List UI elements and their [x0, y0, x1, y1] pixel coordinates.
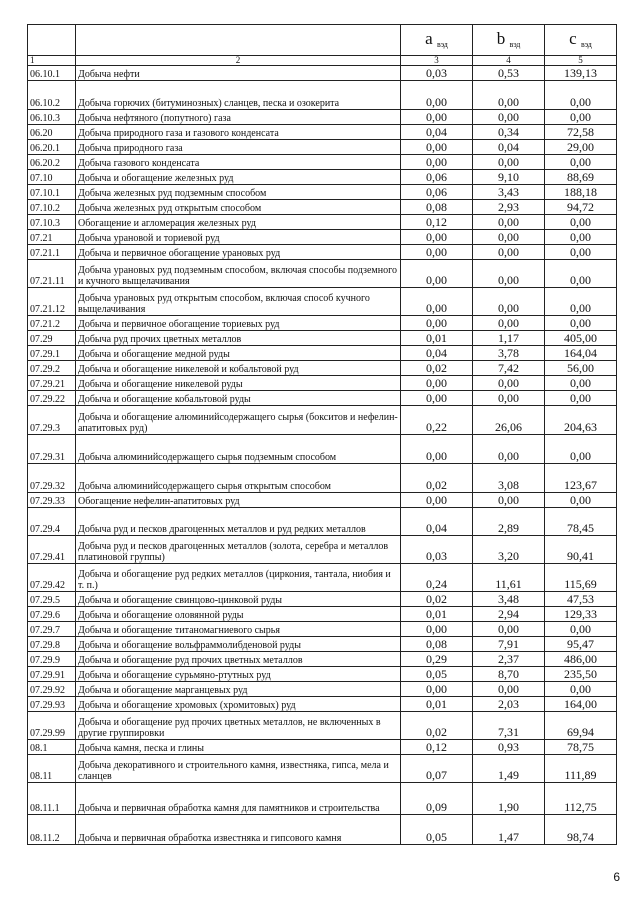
value-b: 0,34 — [473, 125, 545, 140]
activity-code: 07.29.9 — [28, 652, 76, 667]
value-c: 164,00 — [545, 697, 617, 712]
value-a: 0,06 — [401, 185, 473, 200]
value-b: 1,90 — [473, 783, 545, 815]
activity-code: 07.21.12 — [28, 288, 76, 316]
activity-name: Добыча руд прочих цветных металлов — [76, 331, 401, 346]
activity-name: Добыча и обогащение алюминийсодержащего сырья (бокситов и нефелин-апатитовых руд) — [76, 406, 401, 435]
value-a: 0,22 — [401, 406, 473, 435]
value-c: 0,00 — [545, 376, 617, 391]
value-c: 56,00 — [545, 361, 617, 376]
activity-code: 07.29.33 — [28, 493, 76, 508]
activity-name: Добыча железных руд подземным способом — [76, 185, 401, 200]
value-c: 188,18 — [545, 185, 617, 200]
activity-code: 07.29.6 — [28, 607, 76, 622]
col-number: 2 — [76, 56, 401, 66]
activity-name: Добыча и обогащение руд прочих цветных металлов — [76, 652, 401, 667]
value-c: 78,45 — [545, 508, 617, 536]
activity-code: 07.29.93 — [28, 697, 76, 712]
value-b: 0,00 — [473, 288, 545, 316]
activity-name: Добыча природного газа и газового конденсата — [76, 125, 401, 140]
value-b: 3,43 — [473, 185, 545, 200]
value-b: 2,93 — [473, 200, 545, 215]
value-c: 115,69 — [545, 564, 617, 592]
value-a: 0,00 — [401, 245, 473, 260]
table-row — [28, 245, 617, 260]
activity-code: 07.29.3 — [28, 406, 76, 435]
activity-name: Добыча и обогащение марганцевых руд — [76, 682, 401, 697]
activity-code: 07.10 — [28, 170, 76, 185]
value-c: 90,41 — [545, 536, 617, 564]
col-number: 1 — [28, 56, 76, 66]
table-row — [28, 125, 617, 140]
activity-name: Добыча алюминийсодержащего сырья подземным способом — [76, 435, 401, 464]
activity-name: Добыча и обогащение железных руд — [76, 170, 401, 185]
activity-name: Добыча железных руд открытым способом — [76, 200, 401, 215]
activity-name: Добыча и обогащение сурьмяно-ртутных руд — [76, 667, 401, 682]
value-a: 0,00 — [401, 140, 473, 155]
value-c: 0,00 — [545, 435, 617, 464]
value-c: 0,00 — [545, 155, 617, 170]
activity-code: 07.10.2 — [28, 200, 76, 215]
value-b: 0,00 — [473, 316, 545, 331]
activity-code: 07.29.2 — [28, 361, 76, 376]
table-row — [28, 140, 617, 155]
table-row — [28, 637, 617, 652]
value-c: 0,00 — [545, 316, 617, 331]
value-b: 7,91 — [473, 637, 545, 652]
value-b: 2,03 — [473, 697, 545, 712]
table-row — [28, 592, 617, 607]
value-a: 0,00 — [401, 288, 473, 316]
value-a: 0,12 — [401, 215, 473, 230]
value-c: 95,47 — [545, 637, 617, 652]
value-a: 0,00 — [401, 682, 473, 697]
header-b: b $_{вэд}$ — [473, 25, 545, 56]
value-b: 0,00 — [473, 435, 545, 464]
activity-code: 07.29.7 — [28, 622, 76, 637]
value-b: 0,00 — [473, 493, 545, 508]
value-b: 2,89 — [473, 508, 545, 536]
activity-code: 07.29.31 — [28, 435, 76, 464]
activity-code: 07.29.5 — [28, 592, 76, 607]
value-c: 0,00 — [545, 260, 617, 288]
value-b: 1,47 — [473, 815, 545, 845]
value-a: 0,00 — [401, 110, 473, 125]
table-row — [28, 215, 617, 230]
value-a: 0,02 — [401, 464, 473, 493]
activity-name: Добыча декоративного и строительного камня, известняка, гипса, мела и сланцев — [76, 755, 401, 783]
table-row — [28, 391, 617, 406]
value-b: 7,31 — [473, 712, 545, 740]
table-row — [28, 185, 617, 200]
table-row — [28, 712, 617, 740]
activity-code: 07.21.1 — [28, 245, 76, 260]
activity-name: Добыча и обогащение вольфраммолибденовой руды — [76, 637, 401, 652]
value-c: 0,00 — [545, 230, 617, 245]
activity-name: Добыча и обогащение руд прочих цветных металлов, не включенных в другие группировки — [76, 712, 401, 740]
value-c: 235,50 — [545, 667, 617, 682]
value-c: 29,00 — [545, 140, 617, 155]
activity-name: Добыча нефти — [76, 66, 401, 81]
activity-name: Добыча и первичная обработка известняка и гипсового камня — [76, 815, 401, 845]
activity-code: 07.10.1 — [28, 185, 76, 200]
value-b: 0,93 — [473, 740, 545, 755]
table-row — [28, 464, 617, 493]
value-b: 0,53 — [473, 66, 545, 81]
value-a: 0,06 — [401, 170, 473, 185]
table-row — [28, 110, 617, 125]
value-a: 0,03 — [401, 536, 473, 564]
value-b: 0,00 — [473, 81, 545, 110]
table-row — [28, 331, 617, 346]
value-a: 0,01 — [401, 607, 473, 622]
activity-name: Обогащение нефелин-апатитовых руд — [76, 493, 401, 508]
activity-name: Добыча и обогащение оловянной руды — [76, 607, 401, 622]
table-row — [28, 493, 617, 508]
activity-code: 08.1 — [28, 740, 76, 755]
table-row — [28, 682, 617, 697]
activity-name: Добыча и первичное обогащение урановых руд — [76, 245, 401, 260]
value-a: 0,02 — [401, 592, 473, 607]
value-c: 69,94 — [545, 712, 617, 740]
activity-name: Добыча руд и песков драгоценных металлов и руд редких металлов — [76, 508, 401, 536]
value-c: 0,00 — [545, 215, 617, 230]
value-c: 98,74 — [545, 815, 617, 845]
activity-name: Добыча и обогащение хромовых (хромитовых) руд — [76, 697, 401, 712]
value-c: 405,00 — [545, 331, 617, 346]
activity-code: 07.29.8 — [28, 637, 76, 652]
value-c: 0,00 — [545, 391, 617, 406]
table-row — [28, 536, 617, 564]
activity-code: 06.20.1 — [28, 140, 76, 155]
value-a: 0,07 — [401, 755, 473, 783]
value-b: 0,00 — [473, 215, 545, 230]
activity-name: Добыча и обогащение медной руды — [76, 346, 401, 361]
activity-code: 06.20.2 — [28, 155, 76, 170]
activity-name: Добыча и первичное обогащение ториевых руд — [76, 316, 401, 331]
value-a: 0,00 — [401, 376, 473, 391]
activity-code: 07.29.22 — [28, 391, 76, 406]
table-row — [28, 667, 617, 682]
value-a: 0,08 — [401, 637, 473, 652]
value-b: 3,48 — [473, 592, 545, 607]
value-a: 0,01 — [401, 331, 473, 346]
activity-name: Добыча и первичная обработка камня для памятников и строительства — [76, 783, 401, 815]
value-c: 47,53 — [545, 592, 617, 607]
value-a: 0,03 — [401, 66, 473, 81]
value-c: 164,04 — [545, 346, 617, 361]
activity-name: Добыча и обогащение никелевой и кобальтовой руд — [76, 361, 401, 376]
activity-code: 08.11 — [28, 755, 76, 783]
value-b: 26,06 — [473, 406, 545, 435]
value-a: 0,24 — [401, 564, 473, 592]
table-row — [28, 755, 617, 783]
value-a: 0,05 — [401, 667, 473, 682]
activity-code: 08.11.1 — [28, 783, 76, 815]
table-row — [28, 316, 617, 331]
activity-name: Добыча алюминийсодержащего сырья открытым способом — [76, 464, 401, 493]
value-b: 0,00 — [473, 622, 545, 637]
table-row — [28, 783, 617, 815]
value-a: 0,01 — [401, 697, 473, 712]
value-c: 94,72 — [545, 200, 617, 215]
table-row — [28, 508, 617, 536]
value-a: 0,02 — [401, 361, 473, 376]
value-b: 0,00 — [473, 230, 545, 245]
activity-name: Добыча урановой и ториевой руд — [76, 230, 401, 245]
value-a: 0,00 — [401, 230, 473, 245]
activity-name: Добыча газового конденсата — [76, 155, 401, 170]
value-c: 204,63 — [545, 406, 617, 435]
table-row — [28, 435, 617, 464]
value-b: 0,00 — [473, 245, 545, 260]
value-b: 7,42 — [473, 361, 545, 376]
value-a: 0,00 — [401, 622, 473, 637]
activity-name: Добыча и обогащение свинцово-цинковой руды — [76, 592, 401, 607]
activity-name: Добыча урановых руд открытым способом, включая способ кучного выщелачивания — [76, 288, 401, 316]
activity-code: 07.29.21 — [28, 376, 76, 391]
value-a: 0,00 — [401, 260, 473, 288]
activity-name: Добыча горючих (битуминозных) сланцев, песка и озокерита — [76, 81, 401, 110]
value-a: 0,00 — [401, 155, 473, 170]
table-row — [28, 288, 617, 316]
value-c: 0,00 — [545, 622, 617, 637]
value-c: 0,00 — [545, 493, 617, 508]
value-b: 9,10 — [473, 170, 545, 185]
activity-code: 07.29.99 — [28, 712, 76, 740]
value-a: 0,04 — [401, 508, 473, 536]
table-row — [28, 361, 617, 376]
value-c: 78,75 — [545, 740, 617, 755]
table-row — [28, 406, 617, 435]
activity-name: Добыча природного газа — [76, 140, 401, 155]
header-row — [28, 25, 617, 56]
activity-code: 07.21.11 — [28, 260, 76, 288]
activity-code: 07.29.41 — [28, 536, 76, 564]
table-row — [28, 697, 617, 712]
value-c: 0,00 — [545, 245, 617, 260]
activity-name: Добыча и обогащение кобальтовой руды — [76, 391, 401, 406]
value-a: 0,05 — [401, 815, 473, 845]
table-row — [28, 607, 617, 622]
table-row — [28, 622, 617, 637]
activity-code: 06.10.1 — [28, 66, 76, 81]
value-c: 112,75 — [545, 783, 617, 815]
value-a: 0,29 — [401, 652, 473, 667]
value-a: 0,00 — [401, 81, 473, 110]
value-b: 0,00 — [473, 110, 545, 125]
activity-name: Обогащение и агломерация железных руд — [76, 215, 401, 230]
activity-code: 07.29.4 — [28, 508, 76, 536]
value-b: 0,00 — [473, 260, 545, 288]
value-a: 0,00 — [401, 435, 473, 464]
value-c: 0,00 — [545, 288, 617, 316]
activity-code: 07.29 — [28, 331, 76, 346]
value-c: 0,00 — [545, 682, 617, 697]
activity-code: 07.29.32 — [28, 464, 76, 493]
header-a: a $_{вэд}$ — [401, 25, 473, 56]
value-b: 1,17 — [473, 331, 545, 346]
table-row — [28, 200, 617, 215]
activity-code: 06.10.2 — [28, 81, 76, 110]
table-row — [28, 652, 617, 667]
activity-name: Добыча руд и песков драгоценных металлов (золота, серебра и металлов платиновой группы) — [76, 536, 401, 564]
page-number: 6 — [613, 870, 620, 884]
activity-code: 08.11.2 — [28, 815, 76, 845]
table-row — [28, 260, 617, 288]
activity-name: Добыча камня, песка и глины — [76, 740, 401, 755]
col-number: 5 — [545, 56, 617, 66]
table-row — [28, 740, 617, 755]
activity-code: 06.10.3 — [28, 110, 76, 125]
value-a: 0,09 — [401, 783, 473, 815]
value-a: 0,00 — [401, 316, 473, 331]
value-a: 0,04 — [401, 346, 473, 361]
value-b: 3,20 — [473, 536, 545, 564]
value-b: 8,70 — [473, 667, 545, 682]
table-row — [28, 155, 617, 170]
coefficients-table — [27, 24, 617, 845]
table-row — [28, 230, 617, 245]
activity-name: Добыча и обогащение титаномагниевого сырья — [76, 622, 401, 637]
value-a: 0,12 — [401, 740, 473, 755]
value-b: 3,78 — [473, 346, 545, 361]
activity-code: 07.29.92 — [28, 682, 76, 697]
value-c: 0,00 — [545, 81, 617, 110]
value-b: 2,37 — [473, 652, 545, 667]
value-a: 0,08 — [401, 200, 473, 215]
activity-name: Добыча нефтяного (попутного) газа — [76, 110, 401, 125]
col-number: 3 — [401, 56, 473, 66]
value-b: 0,04 — [473, 140, 545, 155]
table-row — [28, 564, 617, 592]
value-b: 0,00 — [473, 391, 545, 406]
activity-code: 07.29.1 — [28, 346, 76, 361]
value-b: 0,00 — [473, 682, 545, 697]
table-row — [28, 66, 617, 81]
activity-code: 07.21.2 — [28, 316, 76, 331]
value-c: 111,89 — [545, 755, 617, 783]
value-c: 139,13 — [545, 66, 617, 81]
table-row — [28, 346, 617, 361]
activity-code: 07.21 — [28, 230, 76, 245]
header-code — [28, 25, 76, 56]
activity-name: Добыча урановых руд подземным способом, включая способы подземного и кучного выщелачивания — [76, 260, 401, 288]
value-b: 0,00 — [473, 155, 545, 170]
value-b: 11,61 — [473, 564, 545, 592]
value-c: 88,69 — [545, 170, 617, 185]
activity-code: 06.20 — [28, 125, 76, 140]
table-row — [28, 81, 617, 110]
table-row — [28, 170, 617, 185]
table-row — [28, 815, 617, 845]
value-a: 0,00 — [401, 391, 473, 406]
value-c: 129,33 — [545, 607, 617, 622]
value-c: 486,00 — [545, 652, 617, 667]
col-number: 4 — [473, 56, 545, 66]
value-b: 1,49 — [473, 755, 545, 783]
value-b: 2,94 — [473, 607, 545, 622]
table-row — [28, 376, 617, 391]
value-b: 3,08 — [473, 464, 545, 493]
value-b: 0,00 — [473, 376, 545, 391]
value-a: 0,02 — [401, 712, 473, 740]
activity-code: 07.10.3 — [28, 215, 76, 230]
value-c: 72,58 — [545, 125, 617, 140]
header-name — [76, 25, 401, 56]
value-a: 0,04 — [401, 125, 473, 140]
value-a: 0,00 — [401, 493, 473, 508]
value-c: 0,00 — [545, 110, 617, 125]
activity-code: 07.29.42 — [28, 564, 76, 592]
activity-code: 07.29.91 — [28, 667, 76, 682]
activity-name: Добыча и обогащение никелевой руды — [76, 376, 401, 391]
activity-name: Добыча и обогащение руд редких металлов (циркония, тантала, ниобия и т. п.) — [76, 564, 401, 592]
column-number-row — [28, 56, 617, 66]
value-c: 123,67 — [545, 464, 617, 493]
header-c: c $_{вэд}$ — [545, 25, 617, 56]
